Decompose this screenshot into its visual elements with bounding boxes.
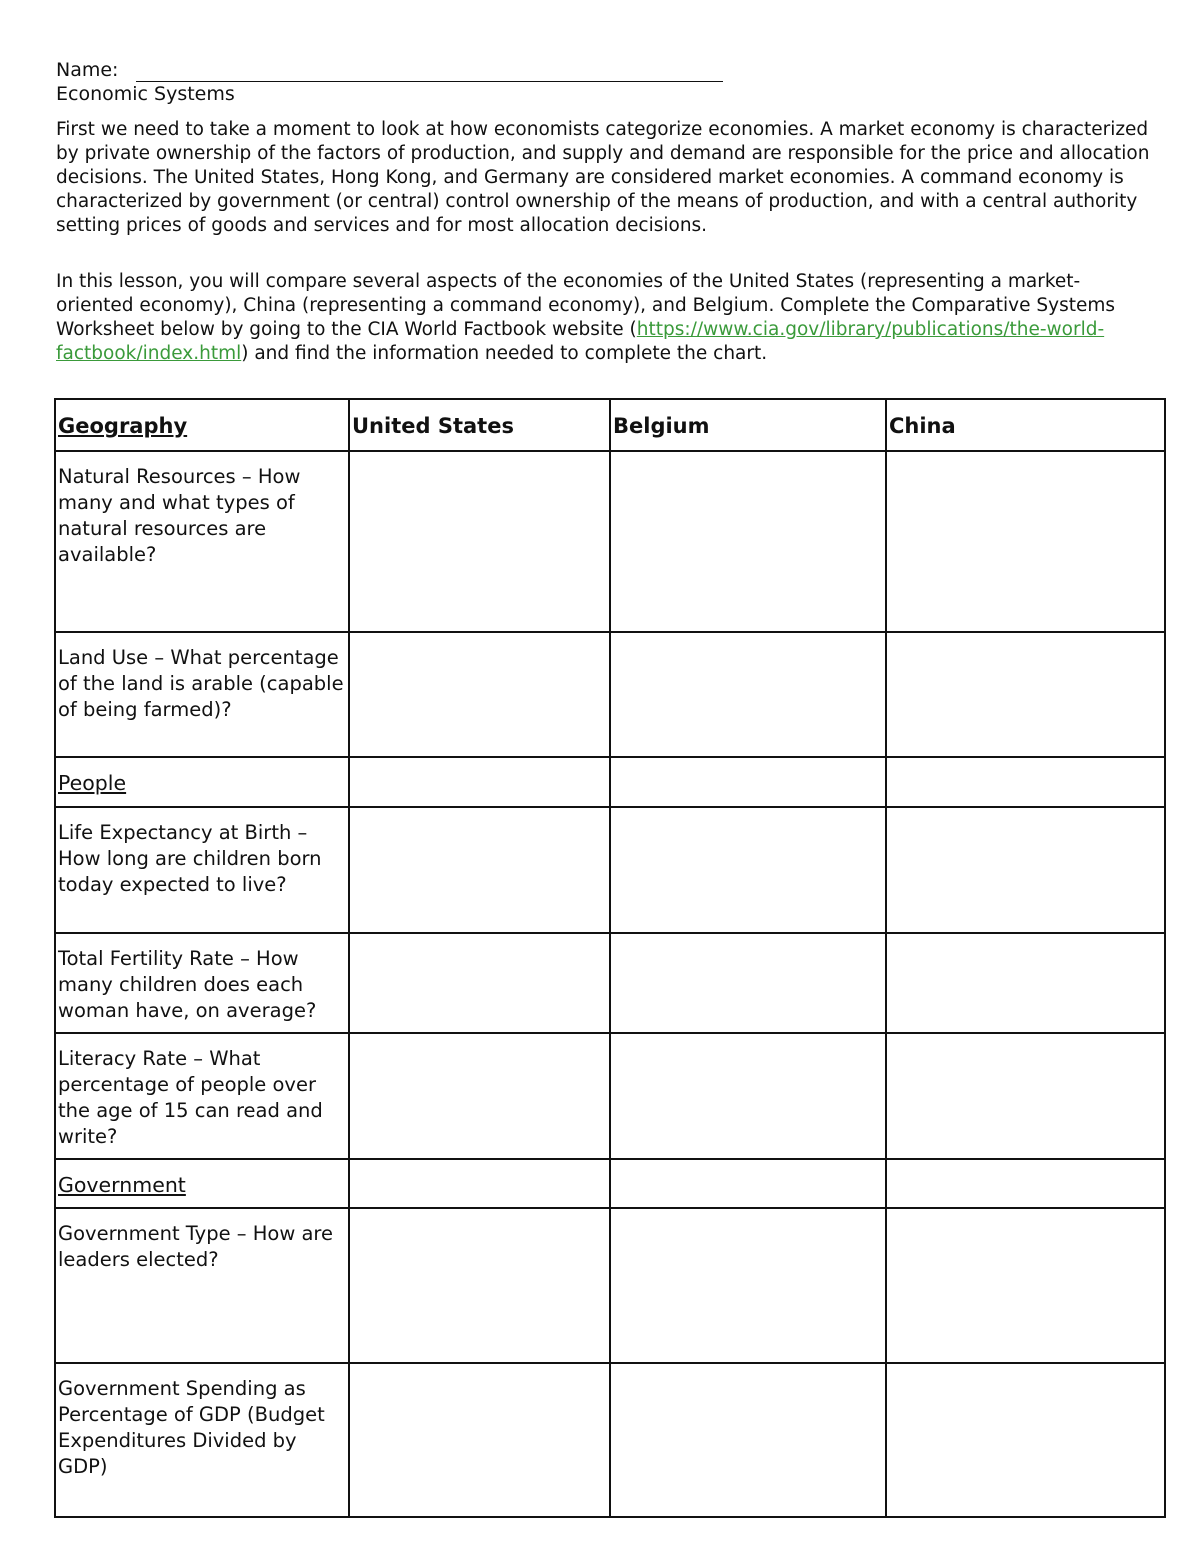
header-united-states: United States <box>349 399 610 451</box>
table-row <box>55 1033 1165 1159</box>
intro-paragraph-1: First we need to take a moment to look at how economists categorize economies. A market economy is characterized by private ownership of the factors of production, and supply and demand are responsible for the price and allocation decisions. The United States, Hong Kong, and Germany are considered market economies. A command economy is characterized by government (or central) control ownership of the means of production, and with a central authority setting prices of goods and services and for most allocation decisions. <box>56 119 1150 236</box>
table-row <box>55 807 1165 933</box>
cell-china-government-spending[interactable] <box>886 1363 1165 1517</box>
row-label-natural-resources: Natural Resources – How many and what types of natural resources are available? <box>55 451 349 632</box>
cell-belgium-government-type[interactable] <box>610 1208 886 1363</box>
cell-belgium-land-use[interactable] <box>610 632 886 757</box>
cell-united-states-fertility-rate[interactable] <box>349 933 610 1033</box>
table-row <box>55 1208 1165 1363</box>
cell-china-government[interactable] <box>886 1159 1165 1208</box>
cell-china-life-expectancy[interactable] <box>886 807 1165 933</box>
cell-belgium-fertility-rate[interactable] <box>610 933 886 1033</box>
header-china: China <box>886 399 1165 451</box>
cell-china-natural-resources[interactable] <box>886 451 1165 632</box>
table-header-row <box>55 399 1165 451</box>
worksheet-header <box>56 58 1156 106</box>
section-label-people: People <box>55 757 349 807</box>
section-label-government: Government <box>55 1159 349 1208</box>
cell-united-states-life-expectancy[interactable] <box>349 807 610 933</box>
page-title: Economic Systems <box>56 83 235 105</box>
table-section-row <box>55 757 1165 807</box>
table-row <box>55 451 1165 632</box>
cell-united-states-government[interactable] <box>349 1159 610 1208</box>
cell-belgium-government-spending[interactable] <box>610 1363 886 1517</box>
row-label-life-expectancy: Life Expectancy at Birth – How long are children born today expected to live? <box>55 807 349 933</box>
cell-china-land-use[interactable] <box>886 632 1165 757</box>
cell-united-states-government-type[interactable] <box>349 1208 610 1363</box>
table-row <box>55 632 1165 757</box>
cell-china-fertility-rate[interactable] <box>886 933 1165 1033</box>
cell-united-states-people[interactable] <box>349 757 610 807</box>
row-label-government-type: Government Type – How are leaders elected? <box>55 1208 349 1363</box>
cell-united-states-land-use[interactable] <box>349 632 610 757</box>
table-row <box>55 1363 1165 1517</box>
cell-china-people[interactable] <box>886 757 1165 807</box>
intro-paragraph-2-text-after: ) and find the information needed to complete the chart. <box>241 343 768 364</box>
cell-belgium-life-expectancy[interactable] <box>610 807 886 933</box>
row-label-fertility-rate: Total Fertility Rate – How many children does each woman have, on average? <box>55 933 349 1033</box>
header-belgium: Belgium <box>610 399 886 451</box>
row-label-government-spending: Government Spending as Percentage of GDP (Budget Expenditures Divided by GDP) <box>55 1363 349 1517</box>
cell-china-government-type[interactable] <box>886 1208 1165 1363</box>
cell-belgium-natural-resources[interactable] <box>610 451 886 632</box>
row-label-land-use: Land Use – What percentage of the land is arable (capable of being farmed)? <box>55 632 349 757</box>
cell-belgium-literacy-rate[interactable] <box>610 1033 886 1159</box>
name-label: Name: <box>56 59 119 81</box>
intro-paragraph-2 <box>56 270 1156 366</box>
intro-paragraph-2-text-before: In this lesson, you will compare several aspects of the economies of the United States (representing a market-oriented economy), China (representing a command economy), and Belgium. Complete the Comparative Systems Worksheet below by going to the CIA World Factbook website ( <box>56 271 1116 340</box>
table-section-row <box>55 1159 1165 1208</box>
cell-united-states-natural-resources[interactable] <box>349 451 610 632</box>
table-row <box>55 933 1165 1033</box>
row-label-literacy-rate: Literacy Rate – What percentage of people over the age of 15 can read and write? <box>55 1033 349 1159</box>
comparison-table <box>54 398 1166 1518</box>
cell-united-states-literacy-rate[interactable] <box>349 1033 610 1159</box>
cell-belgium-government[interactable] <box>610 1159 886 1208</box>
factbook-link[interactable]: https://www.cia.gov/library/publications/the-world-factbook/index.html <box>56 319 1105 364</box>
cell-china-literacy-rate[interactable] <box>886 1033 1165 1159</box>
cell-united-states-government-spending[interactable] <box>349 1363 610 1517</box>
name-line <box>56 58 1156 82</box>
name-blank-line[interactable] <box>136 63 723 82</box>
cell-belgium-people[interactable] <box>610 757 886 807</box>
header-geography: Geography <box>55 399 349 451</box>
